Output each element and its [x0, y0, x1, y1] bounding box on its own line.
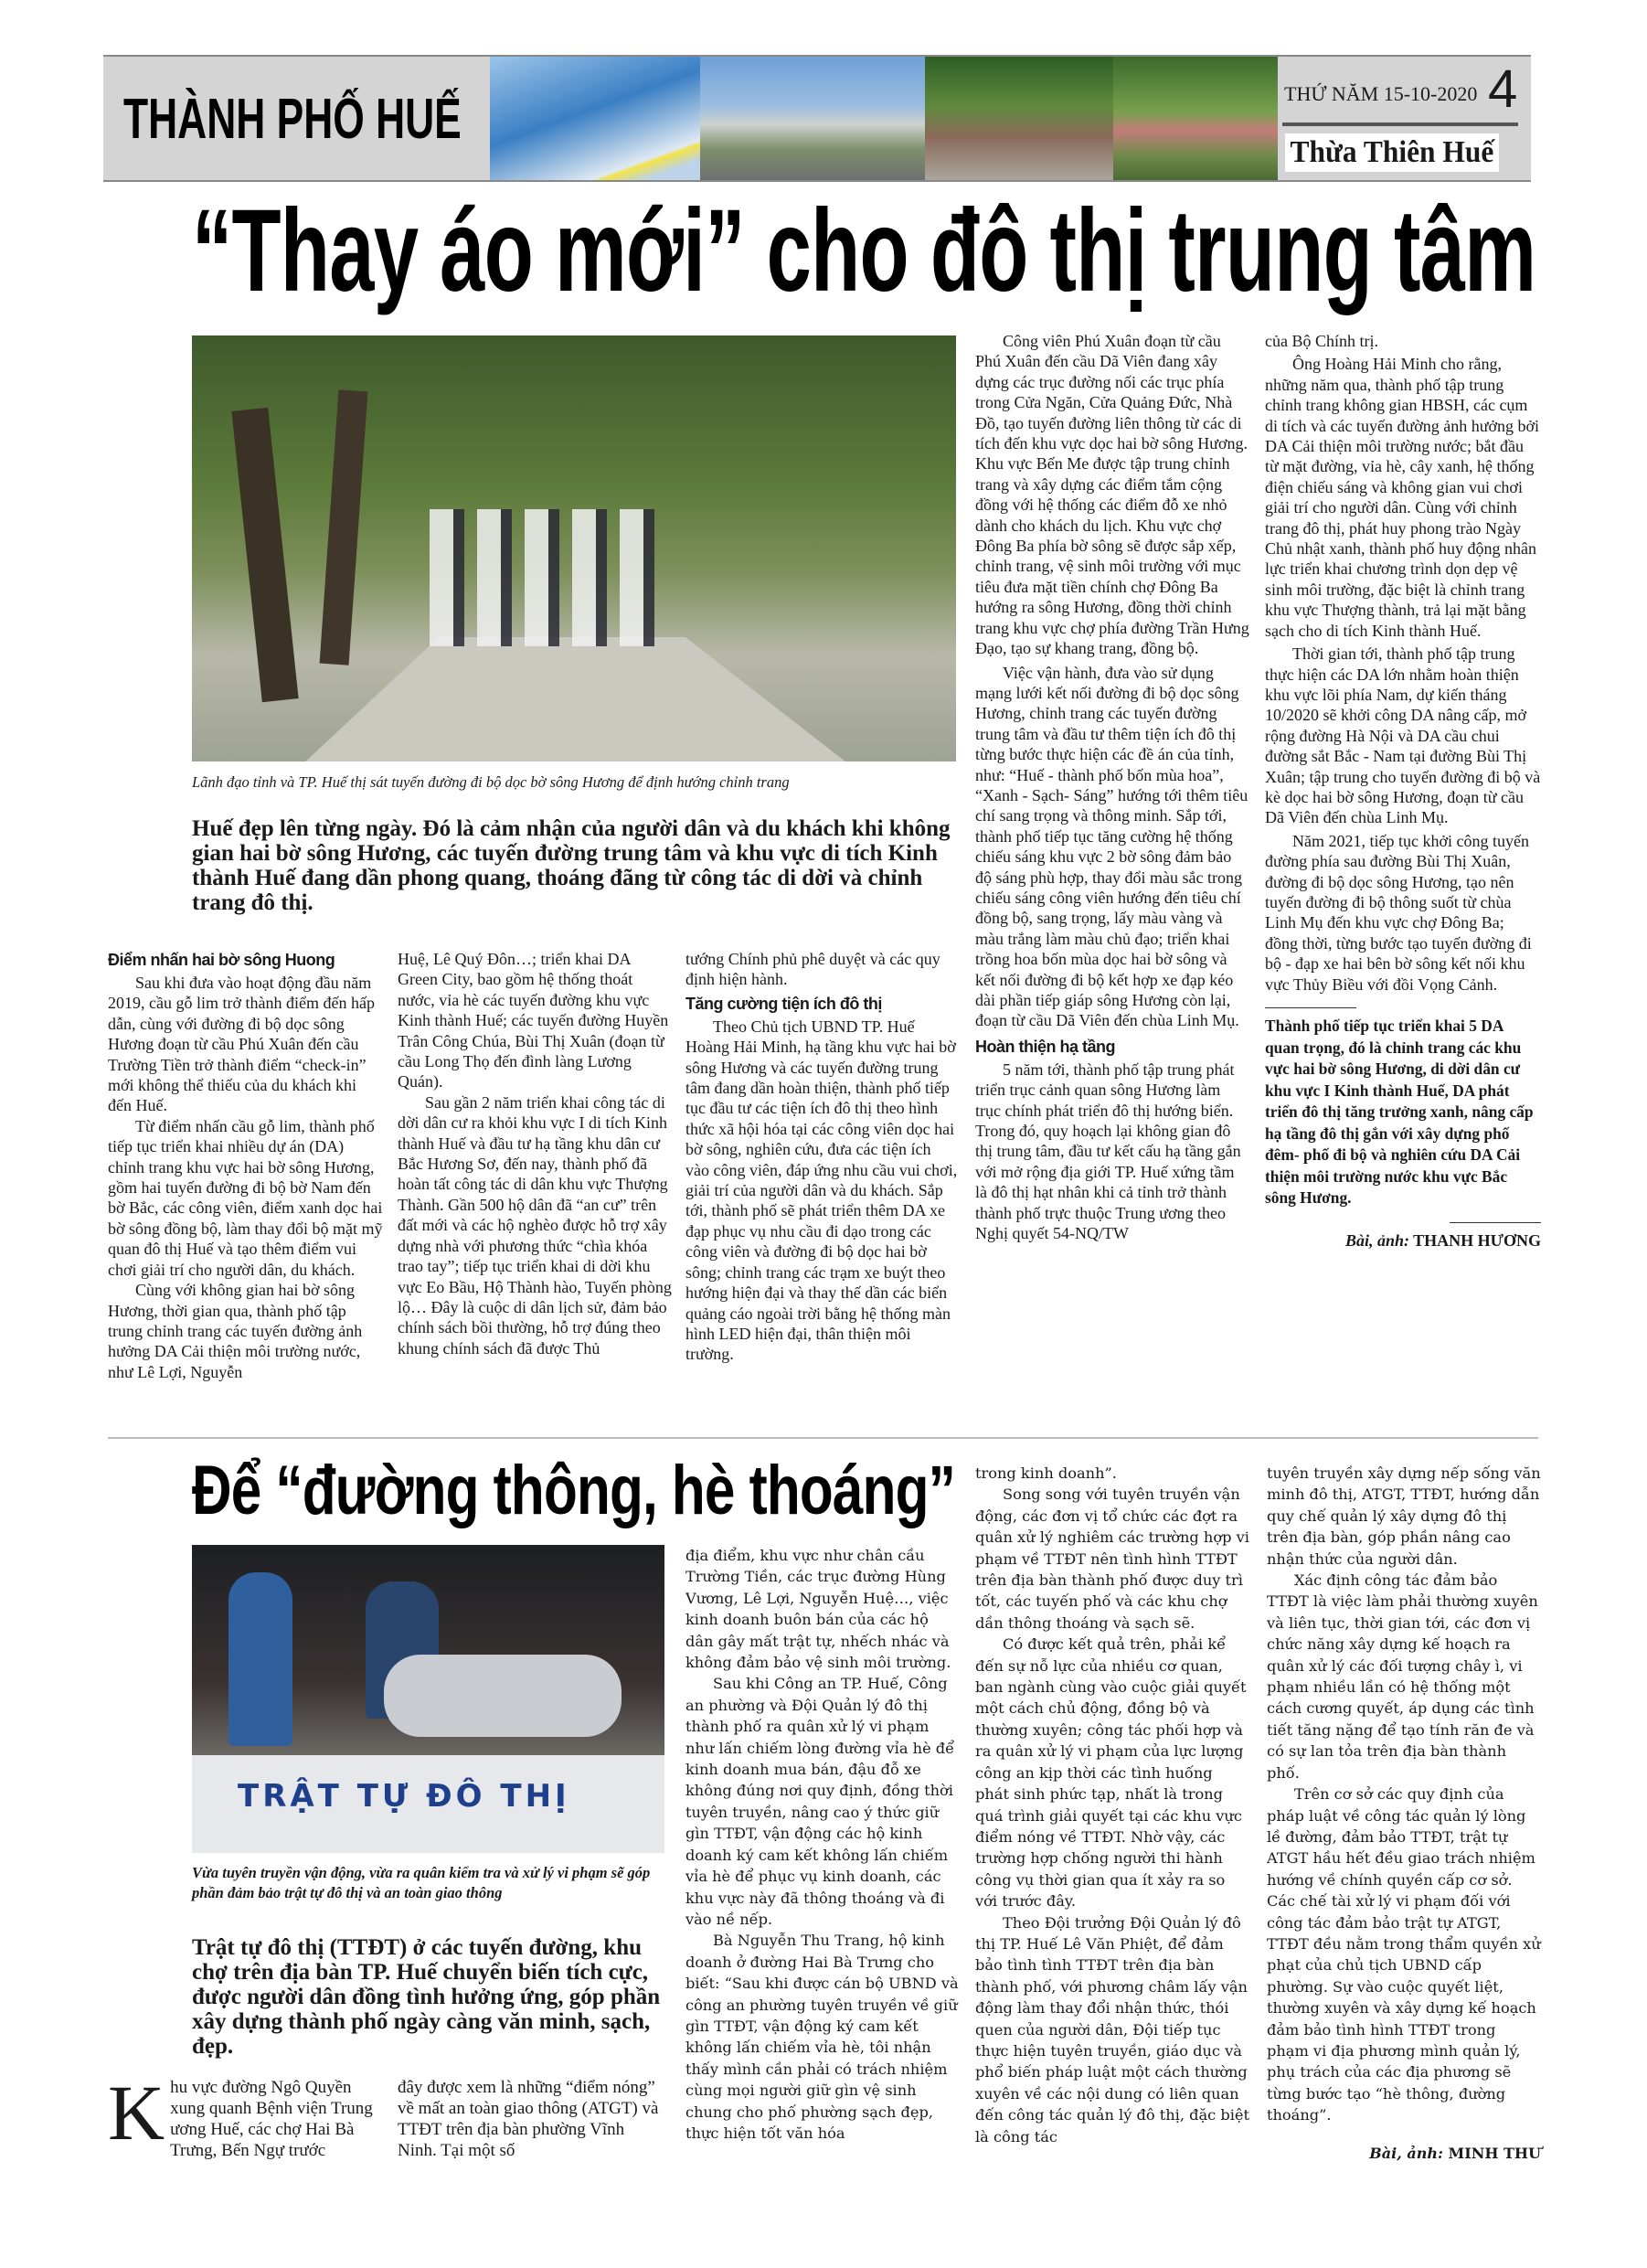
- paragraph: Xác định công tác đảm bảo TTĐT là việc làm phải thường xuyên và liên tục, thời gian tới, các đơn vị chức năng xây dựng kế hoạch ra quân xử lý các đối tượng chây ì, vi phạm nhiều lần có hệ thống một cách cương quyết, áp dụng các tình tiết tăng nặng để tạo tính răn đe và có sự lan tỏa trên địa bàn thành phố.: [1267, 1571, 1538, 1782]
- paragraph: tướng Chính phủ phê duyệt và các quy định hiện hành.: [685, 950, 940, 989]
- paragraph: Năm 2021, tiếp tục khởi công tuyến đường phía sau đường Bùi Thị Xuân, đường đi bộ dọc sông Hương, tạo nên tuyến đường đi bộ thông suốt từ chùa Linh Mụ đến khu vực chợ Đông Ba; đồng thời, từng bước tạo tuyến đường đi bộ - đạp xe hai bên bờ sông kết nối khu vực Thủy Biều với đồi Vọng Cảnh.: [1265, 831, 1532, 994]
- paragraph: đây được xem là những “điểm nóng” về mất an toàn giao thông (ATGT) và TTĐT trên địa bàn phường Vĩnh Ninh. Tại một số: [398, 2078, 659, 2160]
- byline-label: Bài, ảnh:: [1369, 2144, 1443, 2162]
- paragraph: Thời gian tới, thành phố tập trung thực hiện các DA lớn nhằm hoàn thiện khu vực lõi phía Nam, dự kiến tháng 10/2020 sẽ khởi công DA nâng cấp, mở rộng đường Hà Nội và DA cầu chui đường sắt Bắc - Nam tại đường Bùi Thị Xuân; tập trung cho tuyến đường đi bộ và kè dọc hai bờ sông Hương, đoạn từ cầu Dã Viên đến chùa Linh Mụ.: [1265, 644, 1541, 827]
- truck-sign: TRẬT TỰ ĐÔ THỊ: [238, 1778, 570, 1815]
- byline-rule: [1450, 1222, 1541, 1223]
- byline-label: Bài, ảnh:: [1344, 1230, 1409, 1250]
- paragraph: Huệ, Lê Quý Đôn…; triển khai DA Green City, bao gồm hệ thống thoát nước, vỉa hè các tuyến đường khu vực Kinh thành Huế; các tuyến đường Huyền Trân Công Chúa, Bùi Thị Xuân (đoạn từ cầu Long Thọ đến đình làng Lương Quán).: [398, 950, 669, 1091]
- article1-column-4: [975, 331, 1249, 1243]
- paragraph: Sau khi Công an TP. Huế, Công an phường và Đội Quản lý đô thị thành phố ra quân xử lý vi phạm như lấn chiếm lòng đường vỉa hè để kinh doanh mua bán, đậu đỗ xe không đúng nơi quy định, đồng thời tuyên truyền, nâng cao ý thức giữ gìn TTĐT, vận động các hộ kinh doanh ký cam kết không lấn chiếm vỉa hè để phục vụ kinh doanh, các khu vực này đã thông thoáng và đi vào nề nếp.: [685, 1675, 955, 1928]
- motorbike: [384, 1655, 622, 1737]
- tree-trunk: [320, 389, 368, 665]
- paragraph: Việc vận hành, đưa vào sử dụng mạng lưới kết nối đường đi bộ dọc sông Hương, chỉnh trang các tuyến đường trung tâm và đầu tư thêm tiện ích đô thị từng bước thực hiện các đề án của tỉnh, như: “Huế - thành phố bốn mùa hoa”, “Xanh - Sạch- Sáng” hướng tới thêm tiêu chí sang trọng và thông minh. Sắp tới, thành phố tiếp tục tăng cường hệ thống chiếu sáng khu vực 2 bờ sông đảm bảo độ sáng phù hợp, thay đổi màu sắc trong chiếu sáng công viên hướng đến tiêu chí đồng bộ, sang trọng, lấy màu vàng và màu trắng làm màu chủ đạo; triển khai trồng hoa bốn mùa dọc hai bờ sông và kết nối đường đi bộ kết hợp xe đạp kéo dài phần tiếp giáp sông Hương còn lại, đoạn từ cầu Dã Viên đến chùa Linh Mụ.: [975, 663, 1249, 1030]
- article1-byline: [1265, 1230, 1541, 1251]
- paragraph: Sau khi đưa vào hoạt động đầu năm 2019, cầu gỗ lim trở thành điểm đến hấp dẫn, cùng với đường đi bộ dọc sông Hương đoạn từ cầu Phú Xuân đến cầu Trường Tiền trở thành điểm “check-in” mới không thể thiếu của du khách khi đến Huế.: [108, 974, 375, 1115]
- people-group: [430, 509, 667, 646]
- article2-photo: [192, 1545, 664, 1853]
- section-title: THÀNH PHỐ HUẾ: [123, 88, 462, 151]
- article2-byline: [1267, 2143, 1541, 2164]
- paragraph: Có được kết quả trên, phải kể đến sự nỗ lực của nhiều cơ quan, ban ngành cùng vào cuộc giải quyết một cách chủ động, đồng bộ và thường xuyên; công tác phối hợp và ra quân xử lý vi phạm của lực lượng công an kịp thời các tình huống phát sinh phức tạp, nhất là trong quá trình giải quyết tại các khu vực điểm nóng về TTĐT. Nhờ vậy, các trường hợp chống người thi hành công vụ thời gian qua ít xảy ra so với trước đây.: [975, 1635, 1247, 1911]
- paragraph: Từ điểm nhấn cầu gỗ lim, thành phố tiếp tục triển khai nhiều dự án (DA) chỉnh trang khu vực hai bờ sông Hương, gồm hai tuyến đường đi bộ bờ Nam đến bờ Bắc, các công viên, điểm xanh dọc hai bờ sông đồng bộ, làm thay đổi bộ mặt mỹ quan đô thị Huế và tạo thêm điểm vui chơi giải trí cho người dân, du khách.: [108, 1116, 383, 1279]
- subheading: Tăng cường tiện ích đô thị: [685, 994, 882, 1013]
- paragraph: Sau gần 2 năm triển khai công tác di dời dân cư ra khỏi khu vực I di tích Kinh thành Huế và đầu tư hạ tầng khu dân cư Bắc Hương Sơ, đến nay, thành phố đã hoàn tất công tác di dân khu vực Thượng Thành. Gần 500 hộ dân đã “an cư” trên đất mới và các hộ nghèo được hỗ trợ xây dựng nhà với phương thức “chìa khóa trao tay”; tiếp tục triển khai di dời khu vực Eo Bầu, Hộ Thành hào, Tuyến phòng lộ… Đây là cuộc di dân lịch sử, đảm bảo chính sách bồi thường, hỗ trợ đúng theo khung chính sách đã được Thủ: [398, 1092, 672, 1358]
- paragraph: Bà Nguyễn Thu Trang, hộ kinh doanh ở đường Hai Bà Trưng cho biết: “Sau khi được cán bộ UBND và công an phường tuyên truyền về giữ gìn TTĐT, vận động ký cam kết không lấn chiếm vỉa hè, tôi nhận thấy mình cần phải có trách nhiệm cùng mọi người giữ gìn vệ sinh chung cho phố phường sạch đẹp, thực hiện tốt văn hóa: [685, 1932, 959, 2142]
- pull-quote: Thành phố tiếp tục triển khai 5 DA quan trọng, đó là chỉnh trang các khu vực hai bờ sông Hương, di dời dân cư khu vực I Kinh thành Huế, DA phát triển đô thị tăng trưởng xanh, nâng cấp hạ tầng đô thị gắn với xây dựng phố đêm- phố đi bộ và nghiên cứu DA Cải thiện môi trường nước khu vực Bắc sông Hương.: [1265, 1017, 1534, 1207]
- page-number: 4: [1488, 59, 1518, 119]
- header-photo-city-street: [700, 57, 925, 180]
- article2-column-5: [1267, 1463, 1541, 2164]
- pull-quote-rule: [1265, 1007, 1356, 1008]
- article1-photo: [192, 335, 956, 761]
- byline-author: MINH THƯ: [1448, 2144, 1541, 2162]
- walkway: [302, 637, 850, 761]
- newspaper-logo: Thừa Thiên Huế: [1285, 133, 1499, 172]
- article1-headline: “Thay áo mới” cho đô thị trung tâm: [192, 186, 1536, 316]
- header-photo-garden-visitors: [1113, 57, 1278, 180]
- article-divider: [108, 1437, 1538, 1439]
- paragraph: Theo Chủ tịch UBND TP. Huế Hoàng Hải Minh, hạ tầng khu vực hai bờ sông Hương và các tuyến đường trung tâm đang dần hoàn thiện, thành phố tiếp tục đầu tư các tiện ích đô thị theo hình thức xã hội hóa tại các công viên dọc hai bờ sông, nghiên cứu, đưa các tiện ích vào công viên, đáp ứng nhu cầu vui chơi, giải trí của người dân và du khách. Sắp tới, thành phố sẽ phát triển thêm DA xe đạp phục vụ nhu cầu đi dạo trong các công viên và đường đi bộ dọc hai bờ sông; chỉnh trang các trạm xe buýt theo hướng hiện đại và thay thế dần các biển quảng cáo ngoài trời bằng hệ thống màn hình LED hiện đại, thân thiện môi trường.: [685, 1017, 958, 1364]
- paragraph: Trên cơ sở các quy định của pháp luật về công tác quản lý lòng lề đường, đảm bảo TTĐT, trật tự ATGT hầu hết đều giao trách nhiệm hướng về chính quyền cấp cơ sở. Các chế tài xử lý vi phạm đối với công tác đảm bảo trật tự ATGT, TTĐT đều nằm trong thẩm quyền xử phạt của chủ tịch UBND cấp phường. Sự vào cuộc quyết liệt, thường xuyên và xây dựng kế hoạch đảm bảo tình hình TTĐT trong phạm vi địa phương mình quản lý, phụ trách của các địa phương sẽ từng bước tạo “hè thông, đường thoáng”.: [1267, 1785, 1541, 2124]
- article1-column-1: [108, 946, 384, 1382]
- article1-column-3: [685, 949, 958, 1365]
- article2-column-4: [975, 1463, 1249, 2147]
- header-photo-cyclo-row: [925, 57, 1113, 180]
- tree-trunk: [231, 408, 298, 702]
- byline-author: THANH HƯƠNG: [1413, 1230, 1541, 1250]
- subheading: Điểm nhấn hai bờ sông Huong: [108, 951, 335, 969]
- article2-column-3: [685, 1545, 960, 2144]
- article1-column-2: [398, 949, 674, 1358]
- article2-column-1: [108, 2069, 382, 2161]
- paragraph: Công viên Phú Xuân đoạn từ cầu Phú Xuân đến cầu Dã Viên đang xây dựng các trục đường nối các trục phía trong Cửa Ngăn, Cửa Quảng Đức, Nhà Đồ, tạo tuyến đường liên thông từ các di tích đến khu vực dọc hai bờ sông Hương. Khu vực Bến Me được tập trung chỉnh trang và xây dựng các điểm tắm cộng đồng với hệ thống các điểm đỗ xe nhỏ dành cho khách du lịch. Khu vực chợ Đông Ba phía bờ sông sẽ được sắp xếp, chỉnh trang, vệ sinh môi trường với mục tiêu đưa mặt tiền chính chợ Đông Ba hướng ra sông Hương, đồng thời chỉnh trang khu vực chợ phía đường Trần Hưng Đạo, tạo sự khang trang, đồng bộ.: [975, 332, 1249, 658]
- article2-photo-caption: Vừa tuyên truyền vận động, vừa ra quân kiểm tra và xử lý vi phạm sẽ góp phần đảm bảo trật tự đô thị và an toàn giao thông: [192, 1864, 651, 1901]
- header-photo-festival-poster: [490, 57, 700, 180]
- article1-photo-caption: Lãnh đạo tỉnh và TP. Huế thị sát tuyến đường đi bộ dọc bờ sông Hương để định hướng chỉnh trang: [192, 773, 790, 791]
- page-header: [103, 55, 1531, 182]
- paragraph: Song song với tuyên truyền vận động, các đơn vị tổ chức các đợt ra quân xử lý nghiêm các trường hợp vi phạm về TTĐT nên tình hình TTĐT trên địa bàn thành phố được duy trì tốt, các tuyến phố và các khu chợ dần thông thoáng và sạch sẽ.: [975, 1485, 1249, 1632]
- subheading: Hoàn thiện hạ tầng: [975, 1037, 1115, 1056]
- drop-cap: K: [108, 2069, 165, 2156]
- issue-date: THỨ NĂM 15-10-2020: [1284, 82, 1478, 105]
- paragraph: trong kinh doanh”.: [975, 1464, 1117, 1482]
- article1-column-5: [1265, 331, 1541, 1251]
- article2-headline: Để “đường thông, hè thoáng”: [192, 1452, 956, 1529]
- article1-lead: Huế đẹp lên từng ngày. Đó là cảm nhận của người dân và du khách khi không gian hai bờ sông Hương, các tuyến đường trung tâm và khu vực di tích Kinh thành Huế đang dần phong quang, thoáng đãng từ công tác di dời và chỉnh trang đô thị.: [192, 816, 951, 915]
- paragraph: hu vực đường Ngô Quyền xung quanh Bệnh viện Trung ương Huế, các chợ Hai Bà Trưng, Bến Ngự trước: [170, 2078, 373, 2160]
- officer-figure: [228, 1572, 292, 1746]
- paragraph: Cùng với không gian hai bờ sông Hương, thời gian qua, thành phố tập trung chỉnh trang các tuyến đường ảnh hưởng DA Cải thiện môi trường nước, như Lê Lợi, Nguyễn: [108, 1281, 363, 1381]
- article2-lead: Trật tự đô thị (TTĐT) ở các tuyến đường, khu chợ trên địa bàn TP. Huế chuyển biến tích cực, được người dân đồng tình hưởng ứng, góp phần xây dựng thành phố ngày càng văn minh, sạch, đẹp.: [192, 1935, 661, 2059]
- paragraph: địa điểm, khu vực như chân cầu Trường Tiền, các trục đường Hùng Vương, Lê Lợi, Nguyễn Huệ…, việc kinh doanh buôn bán của các hộ dân gây mất trật tự, nhếch nhác và không đảm bảo vệ sinh môi trường.: [685, 1547, 951, 1672]
- paragraph: 5 năm tới, thành phố tập trung phát triển trục cảnh quan sông Hương làm trục chính phát triển đô thị hướng biển. Trong đó, quy hoạch lại không gian đô thị trung tâm, đầu tư kết cấu hạ tầng gắn với mở rộng địa giới TP. Huế xứng tầm là đô thị hạt nhân khi cả tỉnh trở thành thành phố trực thuộc Trung ương theo Nghị quyết 54-NQ/TW: [975, 1059, 1241, 1243]
- paragraph: Theo Đội trưởng Đội Quản lý đô thị TP. Huế Lê Văn Phiệt, để đảm bảo tình tình TTĐT trên địa bàn thành phố, với phương châm lấy vận động làm thay đổi nhận thức, thói quen của người dân, Đội tiếp tục thực hiện tuyên truyền, giáo dục và phổ biến pháp luật một cách thường xuyên về các nội dung có liên quan đến công tác quản lý đô thị, đặc biệt là công tác: [975, 1913, 1249, 2146]
- paragraph: của Bộ Chính trị.: [1265, 332, 1378, 350]
- article2-column-2: [398, 2077, 663, 2161]
- header-rule: [1282, 122, 1518, 126]
- paragraph: tuyên truyền xây dựng nếp sống văn minh đô thị, ATGT, TTĐT, hướng dẫn quy chế quản lý xây dựng đô thị trên địa bàn, góp phần nâng cao nhận thức của người dân.: [1267, 1464, 1541, 1568]
- paragraph: Ông Hoàng Hải Minh cho rằng, những năm qua, thành phố tập trung chỉnh trang không gian HBSH, các cụm di tích và các tuyến đường ảnh hưởng bởi DA Cải thiện môi trường nước; bắt đầu từ mặt đường, vỉa hè, cây xanh, hệ thống điện chiếu sáng và không gian vui chơi giải trí cho người dân. Cùng với chỉnh trang đô thị, phát huy phong trào Ngày Chủ nhật xanh, thành phố huy động nhân lực triển khai chương trình dọn dẹp vệ sinh môi trường, đặc biệt là chỉnh trang khu vực Thượng thành, trả lại mặt bằng sạch cho di tích Kinh thành Huế.: [1265, 355, 1539, 640]
